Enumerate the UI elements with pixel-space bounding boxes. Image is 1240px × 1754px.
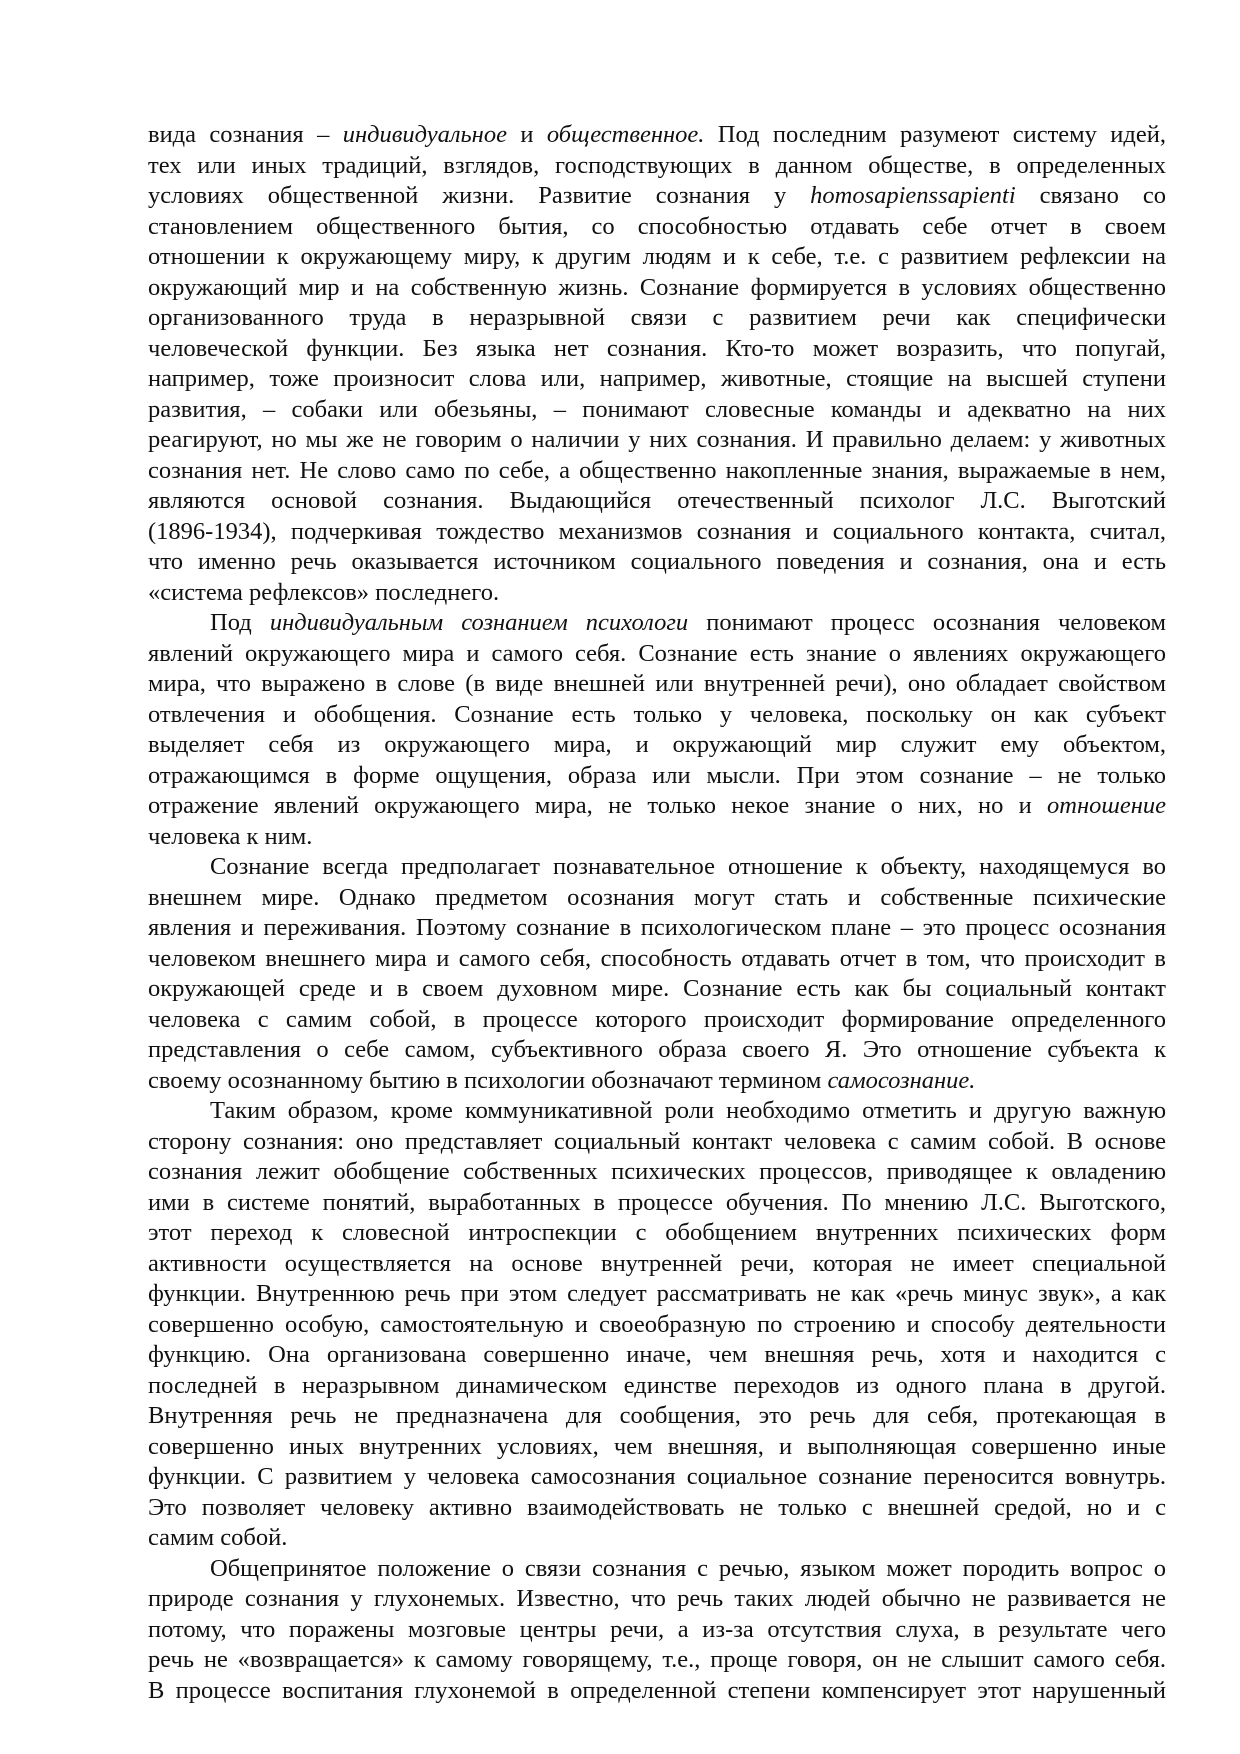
- text-segment: окружающий мир и на собственную жизнь. Сознание формируется в условиях общественно: [148, 273, 1166, 301]
- text-line: [148, 456, 1166, 487]
- text-line: [148, 273, 1166, 304]
- text-line: [148, 517, 1166, 548]
- text-line: [148, 425, 1166, 456]
- text-line: [148, 822, 1166, 853]
- text-line: [148, 700, 1166, 731]
- italic-text: самосознание.: [827, 1066, 976, 1094]
- text-segment: например, тоже произносит слова или, например, животные, стоящие на высшей ступени: [148, 365, 1166, 392]
- text-segment: своему осознанному бытию в психологии обозначают термином: [148, 1066, 828, 1094]
- text-segment: функции. С развитием у человека самосознания социальное сознание переносится вовнутрь.: [148, 1463, 1166, 1490]
- text-segment: сознания нет. Не слово само по себе, а общественно накопленные знания, выражаемые в нем,: [148, 456, 1166, 484]
- text-segment: организованного труда в неразрывной связи с развитием речи как специфически: [148, 304, 1166, 331]
- text-line: [148, 1615, 1166, 1646]
- text-line: [148, 639, 1166, 670]
- text-line: [148, 730, 1166, 761]
- text-segment: человека к ним.: [148, 822, 313, 850]
- text-line: [148, 1066, 1166, 1097]
- text-line: [148, 334, 1166, 365]
- text-segment: активности осуществляется на основе внутренней речи, которая не имеет специальной: [148, 1249, 1166, 1277]
- paragraph: [148, 608, 1166, 852]
- text-line: [148, 578, 1166, 609]
- text-line: [148, 944, 1166, 975]
- text-segment: совершенно особую, самостоятельную и своеобразную по строению и способу деятельности: [148, 1310, 1166, 1338]
- text-line: [148, 669, 1166, 700]
- text-segment: и: [506, 121, 547, 148]
- text-segment: связано со: [1015, 182, 1166, 209]
- text-segment: Это позволяет человеку активно взаимодействовать не только с внешней средой, но и с: [148, 1493, 1166, 1521]
- text-line: [148, 791, 1166, 822]
- text-line: [148, 1005, 1166, 1036]
- paragraph: [148, 1096, 1166, 1554]
- text-segment: самим собой.: [148, 1524, 288, 1551]
- text-segment: сознания лежит обобщение собственных психических процессов, приводящее к овладению: [148, 1158, 1166, 1185]
- text-segment: потому, что поражены мозговые центры речи, а из-за отсутствия слуха, в результате чего: [148, 1615, 1166, 1643]
- text-segment: представления о себе самом, субъективного образа своего Я. Это отношение субъекта к: [148, 1036, 1166, 1063]
- document-body: [148, 120, 1166, 1706]
- text-line: [148, 212, 1166, 243]
- text-segment: понимают процесс осознания человеком: [688, 609, 1167, 636]
- text-segment: вида сознания –: [148, 121, 343, 148]
- text-line: [148, 1645, 1166, 1676]
- text-line: [148, 1340, 1166, 1371]
- text-segment: Общепринятое положение о связи сознания с речью, языком может породить вопрос о: [210, 1554, 1166, 1582]
- paragraph: [148, 852, 1166, 1096]
- italic-text: индивидуальным сознанием психологи: [269, 609, 689, 636]
- text-line: [148, 852, 1166, 883]
- text-line: [148, 1584, 1166, 1615]
- text-segment: внешнем мире. Однако предметом осознания могут стать и собственные психические: [148, 883, 1166, 911]
- text-line: [148, 364, 1166, 395]
- text-line: [148, 913, 1166, 944]
- text-segment: становлением общественного бытия, со способностью отдавать себе отчет в своем: [148, 212, 1166, 240]
- text-line: [148, 181, 1166, 212]
- text-line: [148, 1218, 1166, 1249]
- text-line: [148, 883, 1166, 914]
- text-line: [148, 1096, 1166, 1127]
- text-segment: реагируют, но мы же не говорим о наличии у них сознания. И правильно делаем: у животных: [148, 426, 1166, 453]
- text-segment: Внутренняя речь не предназначена для сообщения, это речь для себя, протекающая в: [148, 1402, 1166, 1429]
- text-segment: сторону сознания: оно представляет социальный контакт человека с самим собой. В основе: [148, 1127, 1166, 1155]
- text-line: [148, 1523, 1166, 1554]
- text-line: [148, 1249, 1166, 1280]
- text-segment: явления и переживания. Поэтому сознание в психологическом плане – это процесс осознания: [148, 914, 1166, 941]
- text-line: [148, 486, 1166, 517]
- text-segment: условиях общественной жизни. Развитие сознания у: [148, 182, 811, 209]
- text-segment: развития, – собаки или обезьяны, – понимают словесные команды и адекватно на них: [148, 395, 1166, 423]
- text-line: [148, 1676, 1166, 1707]
- text-line: [148, 1310, 1166, 1341]
- text-segment: выделяет себя из окружающего мира, и окружающий мир служит ему объектом,: [148, 731, 1166, 758]
- text-line: [148, 242, 1166, 273]
- text-segment: совершенно иных внутренних условиях, чем внешняя, и выполняющая совершенно иные: [148, 1432, 1166, 1460]
- text-line: [148, 1554, 1166, 1585]
- text-segment: человеческой функции. Без языка нет сознания. Кто-то может возразить, что попугай,: [148, 334, 1166, 362]
- text-line: [148, 395, 1166, 426]
- text-segment: ими в системе понятий, выработанных в процессе обучения. По мнению Л.С. Выготского,: [148, 1188, 1166, 1216]
- text-segment: речь не «возвращается» к самому говорящему, т.е., проще говоря, он не слышит самого себя.: [148, 1646, 1166, 1673]
- text-line: [148, 1462, 1166, 1493]
- text-segment: Сознание всегда предполагает познавательное отношение к объекту, находящемуся во: [210, 853, 1166, 880]
- text-segment: человеком внешнего мира и самого себя, способность отдавать отчет в том, что происходит в: [148, 944, 1166, 972]
- text-line: [148, 608, 1166, 639]
- text-segment: функции. Внутреннюю речь при этом следует рассматривать не как «речь минус звук», а как: [148, 1280, 1166, 1307]
- text-segment: что именно речь оказывается источником социального поведения и сознания, она и есть: [148, 548, 1166, 575]
- text-segment: «система рефлексов» последнего.: [148, 578, 500, 606]
- text-segment: (1896-1934), подчеркивая тождество механизмов сознания и социального контакта, считал,: [148, 517, 1166, 545]
- italic-text: общественное.: [546, 121, 705, 148]
- text-line: [148, 974, 1166, 1005]
- text-segment: В процессе воспитания глухонемой в определенной степени компенсирует этот нарушенный: [148, 1676, 1166, 1704]
- italic-text: homosapienssapienti: [810, 182, 1016, 209]
- text-line: [148, 761, 1166, 792]
- text-line: [148, 1432, 1166, 1463]
- text-line: [148, 303, 1166, 334]
- text-segment: отношении к окружающему миру, к другим людям и к себе, т.е. с развитием рефлексии на: [148, 243, 1166, 270]
- text-segment: этот переход к словесной интроспекции с обобщением внутренних психических форм: [148, 1219, 1166, 1246]
- text-segment: человека с самим собой, в процессе которого происходит формирование определенного: [148, 1005, 1166, 1033]
- text-segment: Под последним разумеют систему идей,: [704, 121, 1166, 148]
- text-line: [148, 151, 1166, 182]
- text-segment: функцию. Она организована совершенно иначе, чем внешняя речь, хотя и находится с: [148, 1341, 1166, 1368]
- text-segment: последней в неразрывном динамическом единстве переходов из одного плана в другой.: [148, 1371, 1166, 1399]
- paragraph: [148, 1554, 1166, 1707]
- text-segment: мира, что выражено в слове (в виде внешней или внутренней речи), оно обладает свойством: [148, 670, 1166, 697]
- italic-text: индивидуальное: [342, 121, 507, 148]
- text-line: [148, 1493, 1166, 1524]
- text-segment: отвлечения и обобщения. Сознание есть только у человека, поскольку он как субъект: [148, 700, 1166, 728]
- text-line: [148, 547, 1166, 578]
- text-line: [148, 1279, 1166, 1310]
- text-segment: отражающимся в форме ощущения, образа или мысли. При этом сознание – не только: [148, 761, 1166, 789]
- text-segment: природе сознания у глухонемых. Известно, что речь таких людей обычно не развивается не: [148, 1585, 1166, 1612]
- text-segment: Под: [210, 609, 270, 636]
- text-segment: являются основой сознания. Выдающийся отечественный психолог Л.С. Выготский: [148, 487, 1166, 514]
- paragraph: [148, 120, 1166, 608]
- italic-text: отношение: [1047, 792, 1166, 819]
- text-segment: окружающей среде и в своем духовном мире. Сознание есть как бы социальный контакт: [148, 975, 1166, 1002]
- text-line: [148, 1035, 1166, 1066]
- text-line: [148, 1371, 1166, 1402]
- text-segment: тех или иных традиций, взглядов, господствующих в данном обществе, в определенных: [148, 151, 1166, 179]
- text-segment: явлений окружающего мира и самого себя. Сознание есть знание о явлениях окружающего: [148, 639, 1166, 667]
- text-line: [148, 1157, 1166, 1188]
- text-segment: Таким образом, кроме коммуникативной роли необходимо отметить и другую важную: [210, 1097, 1166, 1124]
- text-line: [148, 120, 1166, 151]
- text-line: [148, 1188, 1166, 1219]
- text-line: [148, 1401, 1166, 1432]
- text-line: [148, 1127, 1166, 1158]
- text-segment: отражение явлений окружающего мира, не только некое знание о них, но и: [148, 792, 1047, 819]
